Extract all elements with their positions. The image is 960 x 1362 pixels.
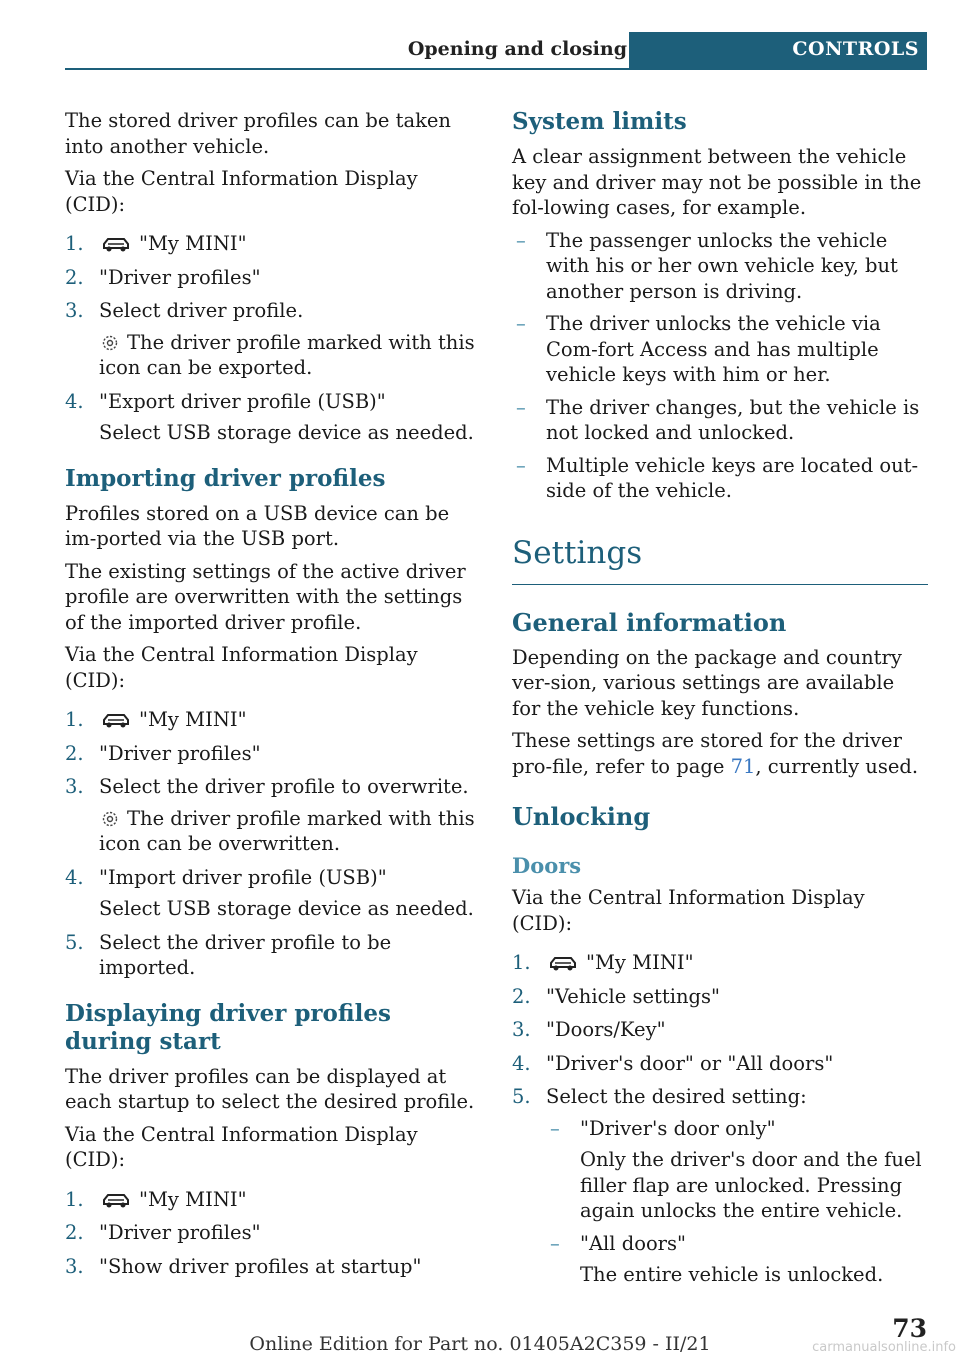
list-item [512,311,928,388]
list-item [65,774,477,857]
step-text: "Doors/Key" [546,1018,666,1041]
car-icon [99,711,133,729]
item-text: The driver changes, but the vehicle is not locked and unlocked. [546,395,920,444]
step-text: "My MINI" [139,708,247,731]
header-section-title: Opening and closing [407,38,627,60]
step-text: "Vehicle settings" [546,984,720,1008]
car-icon [99,235,133,253]
paragraph [512,728,928,779]
option-description: The entire vehicle is unlocked. [580,1263,884,1286]
left-column [65,108,477,1287]
dash-bullet: – [550,1231,560,1255]
paragraph: Via the Central Information Display (CID): [65,167,418,216]
step-text: "Driver's door" or "All doors" [546,1051,834,1075]
list-item [65,865,477,922]
step-number: 4. [512,1051,531,1075]
display-steps-list [65,1187,477,1280]
limits-list [512,228,928,504]
option-label: "Driver's door only" [580,1116,776,1140]
dash-bullet: – [516,395,526,419]
step-number: 1. [512,951,531,974]
step-text: "Driver profiles" [99,741,261,765]
option-label: "All doors" [580,1231,686,1255]
step-number: 2. [65,265,84,289]
step-number: 3. [65,299,84,322]
list-item [512,1051,928,1077]
export-steps-list [65,231,477,446]
list-item [65,265,477,291]
paragraph: Profiles stored on a USB device can be im-ported via the USB port. [65,501,450,550]
step-note [99,330,477,381]
step-number: 4. [65,865,84,889]
step-number: 2. [65,741,84,765]
header-chapter-tab: CONTROLS [629,32,927,70]
footer-edition: Online Edition for Part no. 01405A2C359 - II/21 [249,1333,711,1355]
list-item [512,453,928,504]
option-description: Only the driver's door and the fuel filler flap are unlocked. Pressing again unlocks the entire vehicle. [580,1148,922,1222]
list-item [512,1084,928,1288]
dash-bullet: – [516,453,526,477]
header-rule [65,68,927,70]
paragraph: Via the Central Information Display (CID): [512,886,865,935]
paragraph: Depending on the package and country ver-sion, various settings are available for the vehicle key functions. [512,645,902,720]
step-number: 2. [65,1221,84,1244]
list-item [512,950,928,976]
list-item [65,930,477,981]
paragraph: Via the Central Information Display (CID): [65,1122,418,1171]
list-item [512,228,928,305]
list-item [65,389,477,446]
step-note: Select USB storage device as needed. [99,897,474,920]
paragraph: A clear assignment between the vehicle key and driver may not be possible in the fol-lowing cases, for example. [512,145,922,219]
step-number: 4. [65,389,84,413]
item-text: Multiple vehicle keys are located out-side of the vehicle. [546,453,919,502]
step-note [99,806,477,857]
paragraph: The stored driver profiles can be taken into another vehicle. [65,109,451,158]
dash-bullet: – [516,228,526,252]
paragraph: The driver profiles can be displayed at each startup to select the desired profile. [65,1064,475,1113]
step-number: 3. [65,1254,84,1278]
item-text: The passenger unlocks the vehicle with his or her own vehicle key, but another person is driving. [546,228,898,303]
right-column [512,108,928,1296]
step-number: 1. [65,232,84,255]
step-text: Select the desired setting: [546,1085,807,1108]
list-item [65,741,477,767]
step-text: "Driver profiles" [99,1221,261,1244]
paragraph: Via the Central Information Display (CID): [65,643,418,692]
step-text: "My MINI" [139,1187,247,1211]
text: , currently used. [755,754,919,778]
dash-bullet: – [516,312,526,335]
list-item [512,395,928,446]
list-item [65,298,477,381]
section-heading: System limits [512,108,687,135]
step-text: "Driver profiles" [99,265,261,289]
item-text: The driver unlocks the vehicle via Com-fort Access and has multiple vehicle keys with him or her. [546,312,881,386]
car-icon [546,954,580,972]
import-steps-list [65,707,477,981]
step-number: 1. [65,708,84,731]
step-text: Select the driver profile to overwrite. [99,775,469,798]
list-item [65,1254,477,1280]
doors-steps-list [512,950,928,1288]
car-icon [99,1191,133,1209]
door-options-list [546,1116,928,1288]
gear-icon [99,808,121,830]
step-text: "My MINI" [139,232,247,255]
section-heading: Displaying driver profiles during start [65,999,391,1055]
chapter-heading: Settings [512,534,928,585]
paragraph: The existing settings of the active driver profile are overwritten with the settings of the imported driver profile. [65,559,466,634]
step-text: "Show driver profiles at startup" [99,1254,422,1278]
page-link[interactable]: 71 [730,754,756,778]
step-number: 2. [512,984,531,1008]
step-text: "My MINI" [586,951,694,974]
page-number: 73 [892,1314,927,1343]
gear-icon [99,332,121,354]
note-text: The driver profile marked with this icon can be exported. [99,330,475,379]
section-heading: Unlocking [512,802,651,831]
step-number: 3. [65,775,84,798]
watermark: carmanualsonline.info [812,1340,956,1355]
step-note: Select USB storage device as needed. [99,421,474,444]
step-text: "Import driver profile (USB)" [99,865,387,889]
list-item [65,231,477,257]
step-number: 5. [512,1085,531,1108]
step-number: 5. [65,930,84,954]
step-number: 1. [65,1187,84,1211]
subsection-heading: Doors [512,853,582,878]
list-item [65,1220,477,1246]
dash-bullet: – [550,1116,560,1140]
text: These settings are stored for the driver pro-file, refer to page [512,729,902,778]
list-item [546,1231,928,1288]
section-heading: General information [512,607,787,637]
section-heading: Importing driver profiles [65,464,386,492]
list-item [512,984,928,1010]
list-item [65,707,477,733]
step-text: Select the driver profile to be imported. [99,930,392,979]
step-text: Select driver profile. [99,299,304,322]
list-item [546,1116,928,1224]
list-item [65,1187,477,1213]
note-text: The driver profile marked with this icon can be overwritten. [99,806,475,855]
page-header [65,32,927,70]
step-number: 3. [512,1018,531,1041]
step-text: "Export driver profile (USB)" [99,389,386,413]
list-item [512,1017,928,1043]
